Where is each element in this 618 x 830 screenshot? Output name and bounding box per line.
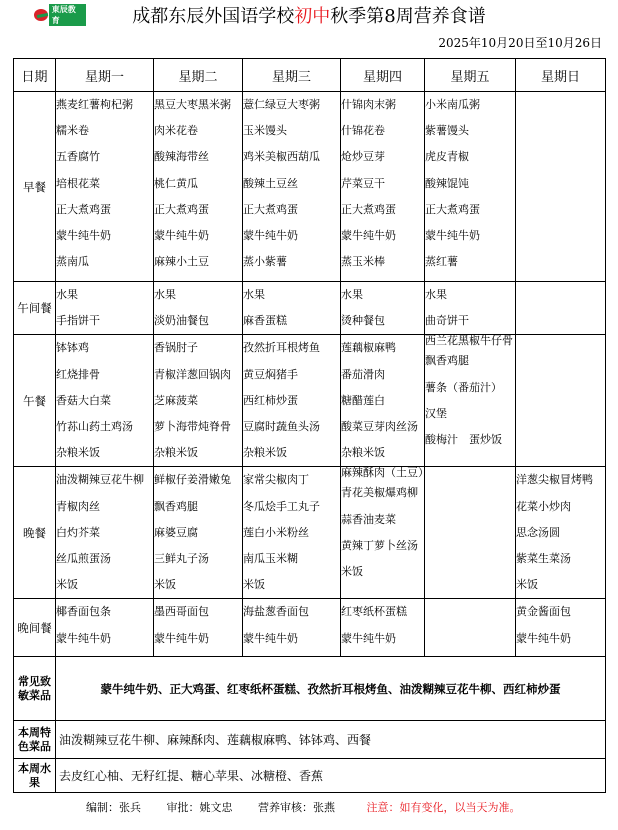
dish-item: 红烧排骨 bbox=[56, 367, 100, 381]
dish-item: 鲜椒仔姜滑嫩兔 bbox=[154, 473, 231, 487]
meal-label: 早餐 bbox=[14, 92, 56, 282]
feature-label: 本周特色菜品 bbox=[14, 721, 56, 759]
dish-item: 蒙牛纯牛奶 bbox=[341, 228, 396, 242]
meal-cell bbox=[154, 92, 243, 282]
dish-item: 蒙牛纯牛奶 bbox=[516, 631, 571, 645]
dish-item: 蒙牛纯牛奶 bbox=[243, 631, 298, 645]
dish-item: 蒙牛纯牛奶 bbox=[154, 631, 209, 645]
dish-item: 水果 bbox=[341, 288, 363, 301]
dish-item: 丝瓜煎蛋汤 bbox=[56, 551, 111, 565]
fruit-text: 去皮红心柚、无籽红提、糖心苹果、冰糖橙、香蕉 bbox=[56, 759, 606, 793]
meal-cell bbox=[56, 282, 154, 335]
meal-cell bbox=[56, 92, 154, 282]
dish-item: 飘香鸡腿 bbox=[425, 354, 469, 368]
dish-item: 淡奶油餐包 bbox=[154, 314, 209, 328]
dish-item: 桃仁黄瓜 bbox=[154, 176, 198, 190]
dish-item: 黑豆大枣黑米粥 bbox=[154, 98, 231, 111]
footer-note: 注意：如有变化，以当天为准。 bbox=[366, 801, 521, 814]
dish-item: 三鲜丸子汤 bbox=[154, 551, 209, 565]
dish-item: 米饭 bbox=[154, 578, 176, 592]
dish-item: 黄金酱面包 bbox=[516, 605, 571, 619]
dish-item: 墨西哥面包 bbox=[154, 605, 209, 619]
dish-item: 椰香面包条 bbox=[56, 605, 111, 619]
meal-label: 午间餐 bbox=[14, 282, 56, 335]
meal-cell bbox=[425, 335, 516, 467]
meal-cell bbox=[56, 467, 154, 599]
dish-item: 麻辣酥肉（土豆） bbox=[341, 466, 429, 480]
dish-item: 炝炒豆芽 bbox=[341, 150, 385, 164]
dish-item: 糯米卷 bbox=[56, 124, 89, 138]
dish-item: 冬瓜烩手工丸子 bbox=[243, 499, 320, 513]
dish-item: 红枣纸杯蛋糕 bbox=[341, 605, 407, 619]
day-header: 星期一 bbox=[56, 59, 154, 92]
dish-item: 豆腐时蔬鱼头汤 bbox=[243, 419, 320, 433]
dish-item: 杂粮米饭 bbox=[154, 446, 198, 460]
corner-header: 日期 bbox=[14, 59, 56, 92]
dish-item: 水果 bbox=[56, 288, 78, 301]
dish-item: 青椒肉丝 bbox=[56, 499, 100, 513]
meal-cell bbox=[243, 467, 341, 599]
dish-item: 西兰花黑椒牛仔骨 bbox=[425, 334, 513, 348]
dish-item: 什锦肉末粥 bbox=[341, 98, 396, 111]
dish-item: 虎皮青椒 bbox=[425, 150, 469, 164]
day-header: 星期四 bbox=[341, 59, 425, 92]
dish-item: 水果 bbox=[425, 288, 447, 301]
meal-cell bbox=[425, 467, 516, 599]
dish-item: 香菇大白菜 bbox=[56, 393, 111, 407]
fruit-row bbox=[14, 759, 606, 793]
dish-item: 香锅肘子 bbox=[154, 341, 198, 355]
dish-item: 蒙牛纯牛奶 bbox=[154, 228, 209, 242]
logo-text: 東辰教育 bbox=[49, 4, 86, 26]
fruit-label: 本周水果 bbox=[14, 759, 56, 793]
day-header: 星期二 bbox=[154, 59, 243, 92]
footer bbox=[86, 801, 606, 815]
dish-item: 蒙牛纯牛奶 bbox=[341, 631, 396, 645]
dish-item: 蒙牛纯牛奶 bbox=[56, 228, 111, 242]
dish-item: 正大煮鸡蛋 bbox=[56, 202, 111, 216]
day-header: 星期三 bbox=[243, 59, 341, 92]
footer-editor: 编制：张兵 bbox=[86, 801, 141, 814]
allergen-label: 常见致敏菜品 bbox=[14, 657, 56, 721]
dish-item: 杂粮米饭 bbox=[341, 446, 385, 460]
day-header: 星期五 bbox=[425, 59, 516, 92]
dish-item: 酸菜豆芽肉丝汤 bbox=[341, 419, 418, 433]
dish-item: 米饭 bbox=[243, 578, 265, 592]
dish-item: 紫薯馒头 bbox=[425, 124, 469, 138]
allergen-row bbox=[14, 657, 606, 721]
page-title bbox=[0, 4, 618, 30]
meal-cell bbox=[154, 467, 243, 599]
meal-cell bbox=[516, 467, 606, 599]
dish-item: 钵钵鸡 bbox=[56, 341, 89, 355]
meal-cell bbox=[341, 599, 425, 657]
dish-item: 白灼芥菜 bbox=[56, 525, 100, 539]
title-suffix: 秋季第8周营养食谱 bbox=[330, 6, 486, 27]
dish-item: 蒙牛纯牛奶 bbox=[425, 228, 480, 242]
dish-item: 肉米花卷 bbox=[154, 124, 198, 138]
dish-item: 番茄滑肉 bbox=[341, 367, 385, 381]
dish-item: 油泼糊辣豆花牛柳 bbox=[56, 473, 144, 487]
meal-row bbox=[14, 599, 606, 657]
meal-label: 午餐 bbox=[14, 335, 56, 467]
dish-item: 手指饼干 bbox=[56, 314, 100, 328]
meal-cell bbox=[516, 282, 606, 335]
dish-item: 正大煮鸡蛋 bbox=[341, 202, 396, 216]
dish-item: 蒸南瓜 bbox=[56, 255, 89, 269]
meal-cell bbox=[154, 599, 243, 657]
dish-item: 蒜香油麦菜 bbox=[341, 512, 396, 526]
meal-cell bbox=[425, 282, 516, 335]
dish-item: 麻辣小土豆 bbox=[154, 255, 209, 269]
feature-text: 油泼糊辣豆花牛柳、麻辣酥肉、莲藕椒麻鸭、钵钵鸡、西餐 bbox=[56, 721, 606, 759]
dish-item: 家常尖椒肉丁 bbox=[243, 473, 309, 487]
dish-item: 孜然折耳根烤鱼 bbox=[243, 341, 320, 355]
dish-item: 糖醋莲白 bbox=[341, 393, 385, 407]
dish-item: 正大煮鸡蛋 bbox=[154, 202, 209, 216]
dish-item: 正大煮鸡蛋 bbox=[425, 202, 480, 216]
dish-item: 酸梅汁 蛋炒饭 bbox=[425, 432, 502, 446]
dish-item: 蒸小紫薯 bbox=[243, 255, 287, 269]
dish-item: 薏仁绿豆大枣粥 bbox=[243, 98, 320, 111]
dish-item: 五香腐竹 bbox=[56, 150, 100, 164]
dish-item: 蒸红薯 bbox=[425, 255, 458, 269]
dish-item: 酸辣土豆丝 bbox=[243, 176, 298, 190]
dish-item: 正大煮鸡蛋 bbox=[243, 202, 298, 216]
allergen-text: 蒙牛纯牛奶、正大鸡蛋、红枣纸杯蛋糕、孜然折耳根烤鱼、油泼糊辣豆花牛柳、西红柿炒蛋 bbox=[56, 657, 606, 721]
dish-item: 麻婆豆腐 bbox=[154, 525, 198, 539]
dish-item: 芝麻菠菜 bbox=[154, 393, 198, 407]
dish-item: 玉米馒头 bbox=[243, 124, 287, 138]
dish-item: 飘香鸡腿 bbox=[154, 499, 198, 513]
meal-cell bbox=[154, 335, 243, 467]
dish-item: 南瓜玉米糊 bbox=[243, 551, 298, 565]
dish-item: 烫种餐包 bbox=[341, 314, 385, 328]
dish-item: 鸡米美椒西葫瓜 bbox=[243, 150, 320, 164]
dish-item: 水果 bbox=[243, 288, 265, 301]
dish-item: 曲奇饼干 bbox=[425, 314, 469, 328]
dish-item: 黄辣丁萝卜丝汤 bbox=[341, 538, 418, 552]
day-header: 星期日 bbox=[516, 59, 606, 92]
dish-item: 萝卜海带炖脊骨 bbox=[154, 419, 231, 433]
meal-cell bbox=[56, 599, 154, 657]
dish-item: 酸辣馄饨 bbox=[425, 176, 469, 190]
footer-reviewer: 审批：姚文忠 bbox=[166, 801, 233, 814]
dish-item: 酸辣海带丝 bbox=[154, 150, 209, 164]
dish-item: 杂粮米饭 bbox=[243, 446, 287, 460]
dish-item: 薯条（番茄汁） bbox=[425, 380, 502, 394]
dish-item: 水果 bbox=[154, 288, 176, 301]
meal-cell bbox=[425, 92, 516, 282]
dish-item: 芹菜豆干 bbox=[341, 176, 385, 190]
dish-item: 西红柿炒蛋 bbox=[243, 393, 298, 407]
meal-cell bbox=[341, 335, 425, 467]
dish-item: 紫菜生菜汤 bbox=[516, 551, 571, 565]
dish-item: 培根花菜 bbox=[56, 176, 100, 190]
meal-label: 晚餐 bbox=[14, 467, 56, 599]
dish-item: 洋葱尖椒冒烤鸭 bbox=[516, 473, 593, 487]
dish-item: 思念汤圆 bbox=[516, 525, 560, 539]
meal-cell bbox=[516, 335, 606, 467]
table-header-row bbox=[14, 59, 606, 92]
dish-item: 莲白小米粉丝 bbox=[243, 525, 309, 539]
meal-row bbox=[14, 92, 606, 282]
meal-cell bbox=[154, 282, 243, 335]
title-prefix: 成都东辰外国语学校 bbox=[132, 6, 295, 27]
dish-item: 莲藕椒麻鸭 bbox=[341, 341, 396, 355]
meal-cell bbox=[516, 599, 606, 657]
meal-cell bbox=[341, 466, 429, 599]
feature-row bbox=[14, 721, 606, 759]
title-highlight: 初中 bbox=[294, 6, 331, 27]
meal-cell bbox=[341, 92, 425, 282]
meal-cell bbox=[243, 599, 341, 657]
meal-label: 晚间餐 bbox=[14, 599, 56, 657]
meal-cell bbox=[425, 599, 516, 657]
meal-row bbox=[14, 467, 606, 599]
meal-row bbox=[14, 282, 606, 335]
meal-cell bbox=[243, 335, 341, 467]
dish-item: 蒙牛纯牛奶 bbox=[243, 228, 298, 242]
footer-nutrition: 营养审核：张燕 bbox=[258, 801, 335, 814]
meal-row bbox=[14, 335, 606, 467]
dish-item: 麻香蛋糕 bbox=[243, 314, 287, 328]
meal-cell bbox=[56, 335, 154, 467]
dish-item: 小米南瓜粥 bbox=[425, 98, 480, 111]
dish-item: 青椒洋葱回锅肉 bbox=[154, 367, 231, 381]
dish-item: 米饭 bbox=[516, 578, 538, 592]
dish-item: 什锦花卷 bbox=[341, 124, 385, 138]
dish-item: 燕麦红薯枸杞粥 bbox=[56, 98, 133, 111]
dish-item: 黄豆焖猪手 bbox=[243, 367, 298, 381]
dish-item: 杂粮米饭 bbox=[56, 446, 100, 460]
meal-cell bbox=[243, 92, 341, 282]
menu-table bbox=[13, 58, 606, 793]
dish-item: 米饭 bbox=[56, 578, 78, 592]
dish-item: 汉堡 bbox=[425, 406, 447, 420]
dish-item: 竹荪山药土鸡汤 bbox=[56, 419, 133, 433]
meal-cell bbox=[516, 92, 606, 282]
meal-cell bbox=[341, 282, 425, 335]
dish-item: 花菜小炒肉 bbox=[516, 499, 571, 513]
dish-item: 米饭 bbox=[341, 564, 363, 578]
dish-item: 青花美椒爆鸡柳 bbox=[341, 486, 418, 500]
meal-cell bbox=[243, 282, 341, 335]
dish-item: 海盐葱香面包 bbox=[243, 605, 309, 619]
dish-item: 蒸玉米棒 bbox=[341, 255, 385, 269]
dish-item: 蒙牛纯牛奶 bbox=[56, 631, 111, 645]
date-range: 2025年10月20日至10月26日 bbox=[438, 36, 602, 50]
